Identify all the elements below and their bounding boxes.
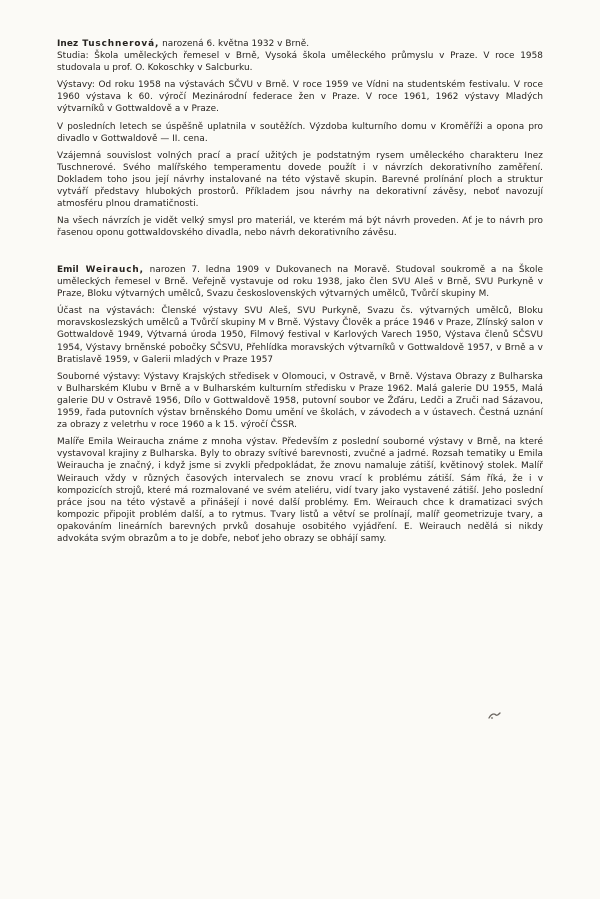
critique-paragraph: Malíře Emila Weiraucha známe z mnoha výstav. Především z poslední souborné výstavy v Brně, na které vystavoval krajiny z Bulharska. Byly to obrazy svítivé barevnosti, zvučné a jadrné. Rozsah tematiky u Emila Weiraucha je značný, i když jsme si zvykli předpokládat, že znovu namaluje zátiší, květinový stolek. Malíř Weirauch vždy v různých časových intervalech se znovu vrací k problému zátiší. Sám říká, že i v kompozicích strojů, které má rozmalované ve svém ateliéru, vidí tvary jako vystavené zátiší. Jeho poslední práce jsou na této výstavě a přinášejí i nové další problémy. Em. Weirauch chce k dramatizaci svých kompozic připojit problém další, a to rytmus. Tvary listů a větví se prolínají, malíř geometrizuje tvary, a opakováním lineárních barevných prvků dosahuje osobitého vyjádření. E. Weirauch nedělá si nikdy advokáta svým obrazům a to je dobře, neboť jeho obrazy se obhájí samy. <box>57 437 543 544</box>
artist-entry-weirauch <box>57 264 543 550</box>
critique-paragraph: Vzájemná souvislost volných prací a prací užitých je podstatným rysem uměleckého charakteru Inez Tuschnerové. Svého malířského temperamentu dovede použít i v návrzích dekorativního zaměření. Dokladem toho jsou její návrhy instalované na této výstavě skupin. Barevné prolínání ploch a struktur vytváří představy hlubokých prostorů. Příkladem jsou návrhy na dekorativní závěsy, neboť navozují atmosféru plnou dramatičnosti. <box>57 150 543 210</box>
studies-paragraph: Studia: Škola uměleckých řemesel v Brně, Vysoká škola uměleckého průmyslu v Praze. V roce 1958 studovala u prof. O. Kokoschky v Salcburku. <box>57 51 543 74</box>
ink-smudge-icon <box>488 712 501 720</box>
closing-paragraph: Na všech návrzích je vidět velký smysl pro materiál, ve kterém má být návrh proveden. Ať je to návrh pro řasenou oponu gottwaldovského divadla, nebo návrh dekorativního závěsu. <box>57 216 543 239</box>
artist-name <box>57 39 159 49</box>
artist-surname: Weirauch, <box>85 265 144 275</box>
artist-first-name: Inez <box>57 39 79 49</box>
biography-intro: narozen 7. ledna 1909 v Dukovanech na Moravě. Studoval soukromě a na Škole uměleckých řemesel v Brně. Veřejně vystavuje od roku 1938, jako člen SVU Aleš v Brně, SVU Purkyně v Praze, Bloku výtvarných umělců, Svazu československých výtvarných umělců, Tvůrčí skupiny M. <box>57 265 543 300</box>
solo-exhibitions-paragraph: Souborné výstavy: Výstavy Krajských středisek v Olomouci, v Ostravě, v Brně. Výstava Obrazy z Bulharska v Bulharském Klubu v Brně a v Bulharském kulturním středisku v Praze 1962. Malá galerie DU 1955, Malá galerie DU v Ostravě 1956, Dílo v Gottwaldově 1958, putovní soubor ve Žďáru, Ledči a Zruči nad Sázavou, 1959, řada putovních výstav brněnského Domu umění ve školách, v závodech a v ústavech. Čestná uznání za obrazy z veletrhu v roce 1960 a k 15. výročí ČSSR. <box>57 371 543 431</box>
entry-heading <box>57 38 543 50</box>
artist-first-name: Emil <box>57 265 79 275</box>
competitions-paragraph: V posledních letech se úspěšně uplatnila v soutěžích. Výzdoba kulturního domu v Kroměříži a opona pro divadlo v Gottwaldově — II. cena. <box>57 121 543 144</box>
exhibitions-paragraph: Výstavy: Od roku 1958 na výstavách SČVU v Brně. V roce 1959 ve Vídni na studentském festivalu. V roce 1960 výstava k 60. výročí Mezinárodní federace žen v Praze. V roce 1961, 1962 výstavy Mladých výtvarníků v Gottwaldově a v Praze. <box>57 80 543 115</box>
artist-entry-tuschnerova <box>57 38 543 244</box>
participation-paragraph: Účast na výstavách: Členské výstavy SVU Aleš, SVU Purkyně, Svazu čs. výtvarných umělců, Bloku moravskoslezských umělců a Tvůrčí skupiny M v Brně. Výstavy Člověk a práce 1946 v Praze, Zlínský salon v Gottwaldově 1949, Výtvarná úroda 1950, Filmový festival v Karlových Varech 1950, Výstava členů SČSVU 1954, Výstavy brněnské pobočky SČSVU, Přehlídka moravských výtvarníků v Gottwaldově 1957, v Brně a v Bratislavě 1959, v Galerii mladých v Praze 1957 <box>57 306 543 365</box>
birth-info: narozená 6. května 1932 v Brně. <box>159 39 310 49</box>
entry-heading <box>57 264 543 300</box>
artist-surname: Tuschnerová, <box>82 39 160 49</box>
artist-name <box>57 265 144 275</box>
